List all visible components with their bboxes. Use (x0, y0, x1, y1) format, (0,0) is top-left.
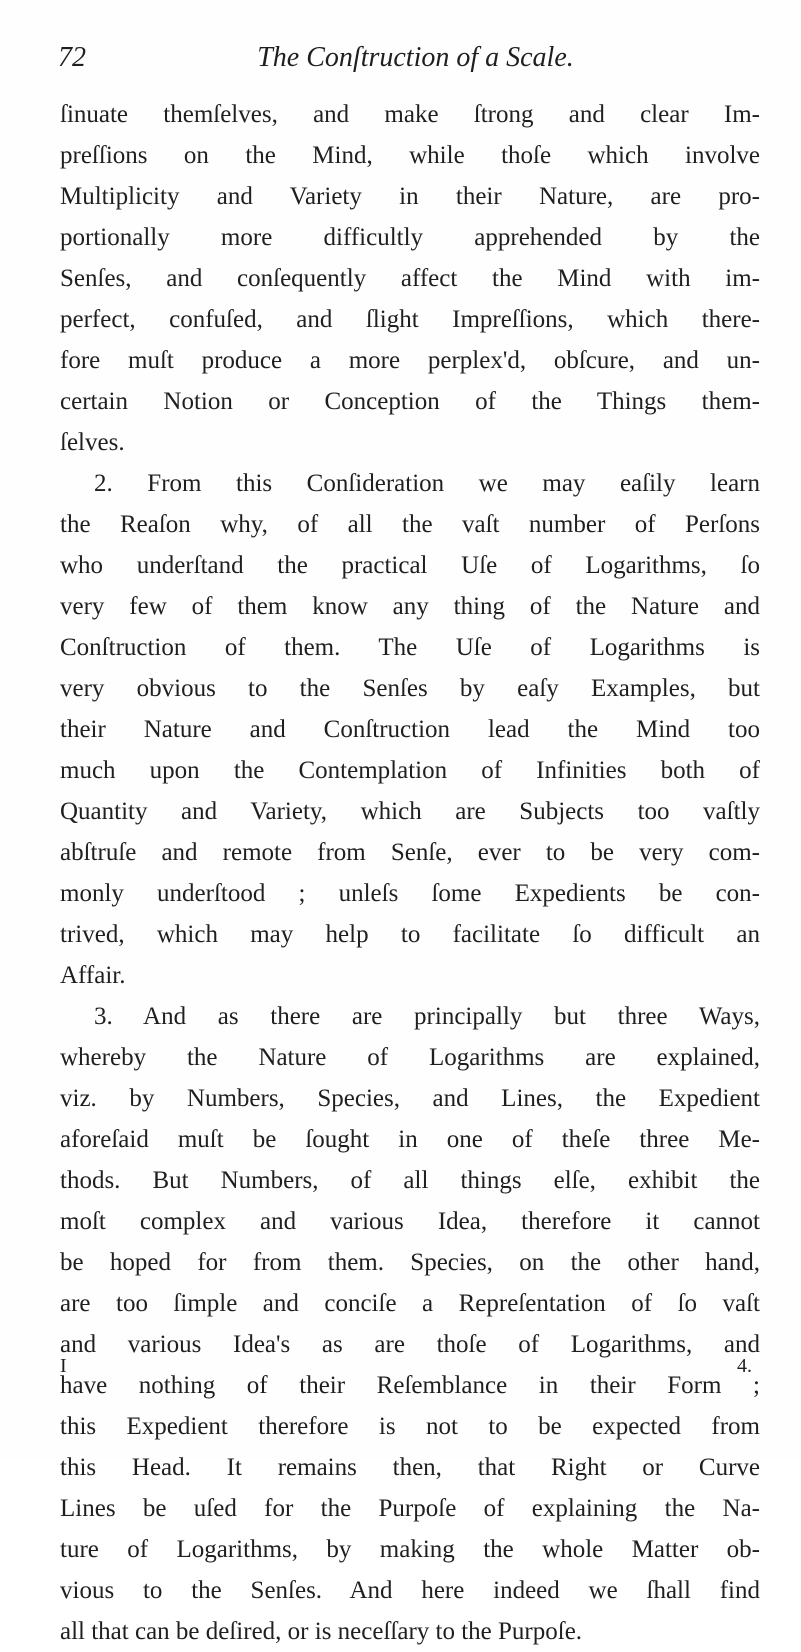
text-line: this Head. It remains then, that Right or Curve (60, 1454, 760, 1481)
text-line: Lines be uſed for the Purpoſe of explaining the Na- (60, 1495, 760, 1522)
text-line: much upon the Contemplation of Infinities both of (60, 757, 760, 784)
text-line: Conſtruction of them. The Uſe of Logarithms is (60, 634, 760, 661)
page-number: 72 (58, 42, 86, 73)
text-line: monly underſtood ; unleſs ſome Expedients be con- (60, 880, 760, 907)
running-head: The Conſtruction of a Scale. (257, 42, 574, 73)
text-line: be hoped for from them. Species, on the other hand, (60, 1249, 760, 1276)
text-line: all that can be deſired, or is neceſſary to the Purpoſe. (60, 1618, 583, 1645)
text-line: this Expedient therefore is not to be expected from (60, 1413, 760, 1440)
page-header (0, 42, 801, 82)
catchword: 4. (737, 1355, 752, 1377)
signature-mark: I (60, 1355, 67, 1377)
text-line: certain Notion or Conception of the Things them- (60, 388, 760, 415)
text-line: have nothing of their Reſemblance in their Form ; (60, 1372, 760, 1399)
text-line: moſt complex and various Idea, therefore it cannot (60, 1208, 760, 1235)
text-line: aforeſaid muſt be ſought in one of theſe three Me- (60, 1126, 760, 1153)
text-line: whereby the Nature of Logarithms are explained, (60, 1044, 760, 1071)
text-line: Affair. (60, 962, 126, 989)
text-line: preſſions on the Mind, while thoſe which involve (60, 142, 760, 169)
text-line: perfect, confuſed, and ſlight Impreſſions, which there- (60, 306, 760, 333)
text-line: trived, which may help to facilitate ſo difficult an (60, 921, 760, 948)
paragraph-start: 2. From this Conſideration we may eaſily learn (94, 470, 760, 497)
text-line: who underſtand the practical Uſe of Logarithms, ſo (60, 552, 760, 579)
page-footer (60, 1355, 752, 1385)
text-line: Quantity and Variety, which are Subjects too vaſtly (60, 798, 760, 825)
text-line: thods. But Numbers, of all things elſe, exhibit the (60, 1167, 760, 1194)
text-line: viz. by Numbers, Species, and Lines, the Expedient (60, 1085, 760, 1112)
text-line: Multiplicity and Variety in their Nature, are pro- (60, 183, 760, 210)
text-line: ſelves. (60, 429, 125, 456)
text-line: portionally more difficultly apprehended by the (60, 224, 760, 251)
paragraph-start: 3. And as there are principally but three Ways, (94, 1003, 760, 1030)
text-line: are too ſimple and conciſe a Repreſentation of ſo vaſt (60, 1290, 760, 1317)
text-line: ture of Logarithms, by making the whole Matter ob- (60, 1536, 760, 1563)
text-line: abſtruſe and remote from Senſe, ever to be very com- (60, 839, 760, 866)
text-line: and various Idea's as are thoſe of Logarithms, and (60, 1331, 760, 1358)
text-line: fore muſt produce a more perplex'd, obſcure, and un- (60, 347, 760, 374)
text-line: their Nature and Conſtruction lead the Mind too (60, 716, 760, 743)
text-line: the Reaſon why, of all the vaſt number of Perſons (60, 511, 760, 538)
text-line: ſinuate themſelves, and make ſtrong and clear Im- (60, 101, 760, 128)
text-line: Senſes, and conſequently affect the Mind with im- (60, 265, 760, 292)
text-line: very obvious to the Senſes by eaſy Examples, but (60, 675, 760, 702)
text-line: vious to the Senſes. And here indeed we ſhall find (60, 1577, 760, 1604)
text-line: very few of them know any thing of the Nature and (60, 593, 760, 620)
body-text (60, 94, 760, 1652)
